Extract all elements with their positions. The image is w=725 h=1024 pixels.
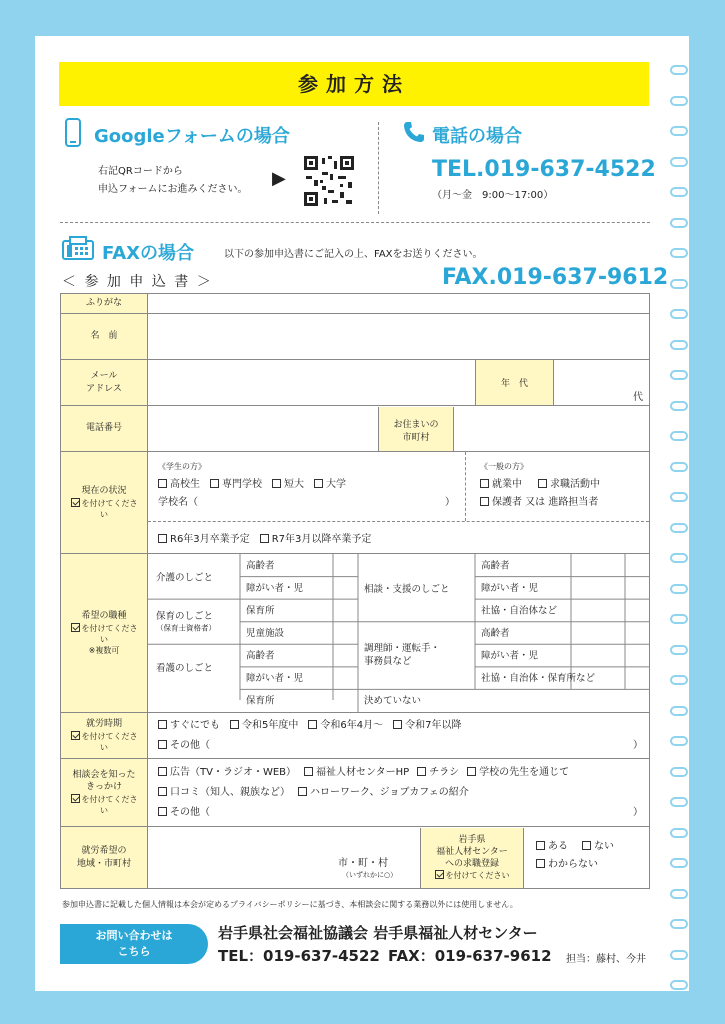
binder-ring	[670, 370, 688, 380]
option-label: ない	[594, 840, 614, 852]
qr-code-graphic	[304, 156, 354, 206]
job-undecided: 決めていない	[364, 695, 422, 707]
checkbox[interactable]	[304, 767, 313, 776]
general-options	[480, 476, 635, 494]
registration-option-unknown: わからない	[548, 858, 598, 870]
binder-ring	[670, 797, 688, 807]
status-label	[61, 452, 148, 554]
privacy-notice: 参加申込書に記載した個人情報は本会が定めるプライバシーポリシーに基づき、本相談会に関する業務以外には使用しません。	[62, 900, 518, 909]
job-subtype: 障がい者・児	[246, 582, 304, 594]
status-options	[148, 452, 650, 554]
checkbox[interactable]	[210, 479, 219, 488]
area-unit: 市・町・村	[338, 857, 388, 869]
option-item[interactable]	[158, 479, 200, 490]
option-item[interactable]	[538, 479, 600, 490]
residence-field[interactable]	[454, 407, 649, 451]
binder-ring	[670, 218, 688, 228]
option-item[interactable]	[260, 534, 372, 545]
timing-label	[61, 713, 148, 759]
school-name-close: ）	[445, 497, 455, 508]
job-subtype: 障がい者・児	[246, 673, 304, 685]
option-item[interactable]	[210, 479, 262, 490]
email-label-line2: アドレス	[86, 383, 122, 394]
checkbox[interactable]	[158, 534, 167, 543]
job-chori-line2: 事務員など	[364, 656, 412, 668]
contact-badge-line1: お問い合わせは	[95, 929, 173, 942]
age-label: 年 代	[476, 360, 554, 406]
area-label-line1: 就労希望の	[81, 845, 127, 856]
phone-label: 電話番号	[61, 406, 148, 452]
option-item[interactable]	[230, 720, 298, 731]
job-sodan: 相談・支援のしごと	[364, 583, 450, 595]
checkbox[interactable]	[480, 497, 489, 506]
job-kaigo: 介護のしごと	[156, 572, 214, 584]
checkbox[interactable]	[582, 841, 591, 850]
phone-number[interactable]: TEL.019-637-4522	[432, 157, 656, 182]
checkbox[interactable]	[158, 479, 167, 488]
fax-icon	[62, 236, 94, 260]
school-name-label: 学校名（	[158, 497, 198, 508]
check-mark-icon	[71, 623, 80, 632]
job-subtype-right: 障がい者・児	[481, 650, 539, 662]
name-label: 名 前	[61, 314, 148, 360]
job-options	[148, 554, 650, 713]
checkbox[interactable]	[298, 787, 307, 796]
arrow-icon: ▶	[272, 168, 286, 189]
binder-ring	[670, 736, 688, 746]
phone-title: 電話の場合	[432, 126, 522, 147]
residence-label-line2: 市町村	[402, 432, 430, 443]
checkbox[interactable]	[158, 807, 167, 816]
option-label: 広告（TV・ラジオ・WEB）	[170, 766, 297, 778]
checkbox[interactable]	[158, 787, 167, 796]
checkbox[interactable]	[308, 720, 317, 729]
student-options	[158, 476, 455, 494]
job-subtype-right: 高齢者	[481, 628, 510, 639]
binder-ring	[670, 584, 688, 594]
binder-ring	[670, 431, 688, 441]
source-other: その他（	[170, 806, 210, 818]
option-item[interactable]	[480, 479, 522, 490]
source-label-line2: きっかけ	[85, 782, 122, 793]
job-subtype: 児童施設	[246, 628, 285, 639]
binder-ring	[670, 126, 688, 136]
timing-label-text: 就労時期	[85, 719, 122, 730]
area-note: （いずれかに○）	[342, 870, 398, 879]
option-label: 口コミ（知人、親族など）	[170, 786, 290, 798]
job-subtype-right: 障がい者・児	[481, 582, 539, 594]
job-kango: 看護のしごと	[156, 662, 214, 674]
checkbox[interactable]	[158, 720, 167, 729]
area-label	[61, 827, 148, 889]
check-mark-icon	[71, 794, 80, 803]
general-option-guardian: 保護者 又は 進路担当者	[492, 497, 599, 508]
option-label: 令和6年4月〜	[320, 719, 384, 731]
phone-field[interactable]	[148, 407, 378, 451]
checkbox[interactable]	[538, 479, 547, 488]
timing-other-close: ）	[633, 739, 643, 751]
registration-label-line2: 福祉人材センター	[436, 846, 508, 857]
option-item[interactable]	[393, 720, 461, 731]
application-form	[60, 293, 650, 889]
status-label-text: 現在の状況	[81, 486, 127, 497]
source-options-row1	[158, 763, 643, 783]
job-subtype: 保育所	[246, 605, 275, 617]
footer-fax[interactable]: FAX：019-637-9612	[388, 947, 552, 965]
option-label: 専門学校	[222, 479, 262, 490]
binder-ring	[670, 889, 688, 899]
page-title: 参加方法	[59, 62, 649, 106]
checkbox[interactable]	[158, 767, 167, 776]
binder-ring	[670, 614, 688, 624]
furigana-field[interactable]	[148, 294, 650, 314]
checkbox[interactable]	[314, 479, 323, 488]
job-label-text: 希望の職種	[81, 610, 127, 621]
source-other-close: ）	[633, 806, 643, 818]
timing-option-list	[158, 716, 643, 736]
option-item[interactable]	[582, 841, 614, 852]
option-label: 福祉人材センターHP	[316, 766, 410, 778]
section-divider-horizontal	[60, 222, 650, 223]
checkbox[interactable]	[260, 534, 269, 543]
option-item[interactable]	[308, 720, 383, 731]
phone-hours: （月〜金 9:00〜17:00）	[432, 190, 554, 201]
registration-label	[420, 828, 524, 888]
area-field[interactable]	[148, 828, 420, 888]
option-label: 令和7年以降	[405, 719, 462, 731]
binder-ring	[670, 858, 688, 868]
option-label: 学校の先生を通じて	[479, 766, 570, 778]
binder-ring	[670, 919, 688, 929]
name-field[interactable]	[148, 314, 650, 360]
timing-options	[148, 713, 650, 759]
fax-number[interactable]: FAX.019-637-9612	[442, 265, 669, 290]
option-item[interactable]	[272, 479, 304, 490]
general-heading: 《一般の方》	[480, 462, 528, 471]
option-label: R6年3月卒業予定	[170, 534, 250, 545]
binder-ring	[670, 309, 688, 319]
email-field[interactable]	[148, 360, 476, 406]
job-label	[61, 554, 148, 713]
binder-ring	[670, 340, 688, 350]
option-label: ハローワーク、ジョブカフェの紹介	[310, 786, 469, 798]
binder-ring	[670, 187, 688, 197]
footer-tel[interactable]: TEL：019-637-4522	[218, 947, 380, 965]
binder-ring	[670, 553, 688, 563]
option-item[interactable]	[314, 479, 346, 490]
option-label: ある	[548, 840, 568, 852]
checkbox[interactable]	[536, 841, 545, 850]
job-subtype-right: 高齢者	[481, 560, 510, 572]
job-hoiku-note: （保育士資格者）	[156, 623, 216, 633]
graduation-options	[148, 522, 649, 553]
option-item[interactable]	[298, 787, 469, 798]
email-label	[61, 360, 148, 406]
timing-other: その他（	[170, 739, 210, 751]
option-label: すぐにでも	[170, 719, 220, 731]
qr-code[interactable]	[304, 156, 354, 206]
binder-ring	[670, 523, 688, 533]
option-label: 高校生	[170, 479, 200, 490]
binder-ring	[670, 706, 688, 716]
registration-options	[524, 828, 649, 888]
job-subtype: 高齢者	[246, 650, 275, 662]
registration-label-line1: 岩手県	[458, 834, 486, 845]
option-label: R7年3月以降卒業予定	[271, 534, 372, 545]
job-subtype: 保育所	[246, 695, 275, 707]
area-row	[148, 827, 650, 889]
staff-names: 担当：藤村、今井	[566, 954, 646, 965]
checkbox[interactable]	[230, 720, 239, 729]
option-item[interactable]	[158, 720, 220, 731]
area-label-line2: 地域・市町村	[76, 858, 131, 869]
binder-ring	[670, 248, 688, 258]
binder-ring	[670, 767, 688, 777]
org-name: 岩手県社会福祉協議会 岩手県福祉人材センター	[218, 924, 538, 942]
fax-desc: 以下の参加申込書にご記入の上、FAXをお送りください。	[224, 249, 483, 260]
residence-label	[378, 407, 454, 451]
contact-badge	[60, 924, 208, 964]
smartphone-icon	[64, 118, 82, 148]
checkbox[interactable]	[272, 479, 281, 488]
option-label: 就業中	[492, 479, 522, 490]
google-title: Googleフォームの場合	[94, 126, 290, 147]
option-label: チラシ	[429, 766, 460, 778]
contact-badge-line2: こちら	[117, 945, 151, 958]
binder-ring	[670, 980, 688, 990]
source-label	[61, 759, 148, 827]
option-label: 大学	[326, 479, 346, 490]
option-item[interactable]	[304, 767, 409, 778]
option-label: 令和5年度中	[242, 719, 299, 731]
binder-ring	[670, 279, 688, 289]
multi-note: ※複数可	[88, 645, 120, 655]
binder-ring	[670, 96, 688, 106]
checkbox[interactable]	[417, 767, 426, 776]
option-item[interactable]	[158, 534, 250, 545]
checkbox[interactable]	[393, 720, 402, 729]
binder-ring	[670, 401, 688, 411]
registration-check-note: を付けてください	[445, 870, 510, 880]
option-item[interactable]	[417, 767, 459, 778]
check-mark-icon	[435, 870, 444, 879]
job-subtype: 高齢者	[246, 560, 275, 572]
job-grid	[148, 554, 649, 712]
student-heading: 《学生の方》	[158, 462, 206, 471]
option-item[interactable]	[158, 767, 296, 778]
binder-ring	[670, 950, 688, 960]
checkbox[interactable]	[536, 859, 545, 868]
timing-check-note: を付けてください	[81, 731, 138, 752]
furigana-label: ふりがな	[61, 294, 148, 314]
source-options-row2	[158, 783, 643, 803]
source-options	[148, 759, 650, 827]
status-check-note: を付けてください	[81, 498, 138, 519]
age-field[interactable]	[554, 360, 650, 406]
registration-option-list	[536, 838, 637, 856]
checkbox[interactable]	[158, 740, 167, 749]
checkbox[interactable]	[467, 767, 476, 776]
job-subtype-right: 社協・自治体・保育所など	[481, 673, 596, 685]
phone-row	[148, 406, 650, 452]
job-subtype-right: 社協・自治体など	[481, 605, 558, 617]
residence-label-line1: お住まいの	[393, 419, 439, 430]
option-label: 求職活動中	[550, 479, 600, 490]
binder-ring	[670, 645, 688, 655]
option-item[interactable]	[467, 767, 569, 778]
binder-ring	[670, 492, 688, 502]
binder-ring	[670, 65, 688, 75]
binder-ring	[670, 828, 688, 838]
check-mark-icon	[71, 731, 80, 740]
source-check-note: を付けてください	[81, 794, 138, 816]
job-hoiku: 保育のしごと	[156, 611, 214, 623]
check-mark-icon	[71, 498, 80, 507]
option-item[interactable]	[536, 841, 568, 852]
checkbox[interactable]	[480, 479, 489, 488]
phone-icon	[402, 120, 426, 144]
email-label-line1: メール	[90, 370, 118, 381]
google-desc-line1: 右記QRコードから	[98, 166, 183, 177]
source-label-line1: 相談会を知った	[72, 769, 136, 780]
option-label: 短大	[284, 479, 304, 490]
form-title: ＜ 参 加 申 込 書 ＞	[62, 274, 213, 290]
job-chori-line1: 調理師・運転手・	[364, 643, 441, 655]
binder-ring	[670, 462, 688, 472]
age-unit: 代	[633, 392, 643, 403]
job-check-note: を付けてください	[81, 623, 138, 644]
registration-label-line3: への求職登録	[444, 858, 499, 869]
google-desc	[98, 163, 248, 199]
binder-ring	[670, 675, 688, 685]
binder-ring	[670, 157, 688, 167]
option-item[interactable]	[158, 787, 290, 798]
fax-title: FAXの場合	[102, 243, 195, 264]
google-desc-line2: 申込フォームにお進みください。	[98, 184, 248, 195]
section-divider-vertical	[378, 122, 379, 214]
